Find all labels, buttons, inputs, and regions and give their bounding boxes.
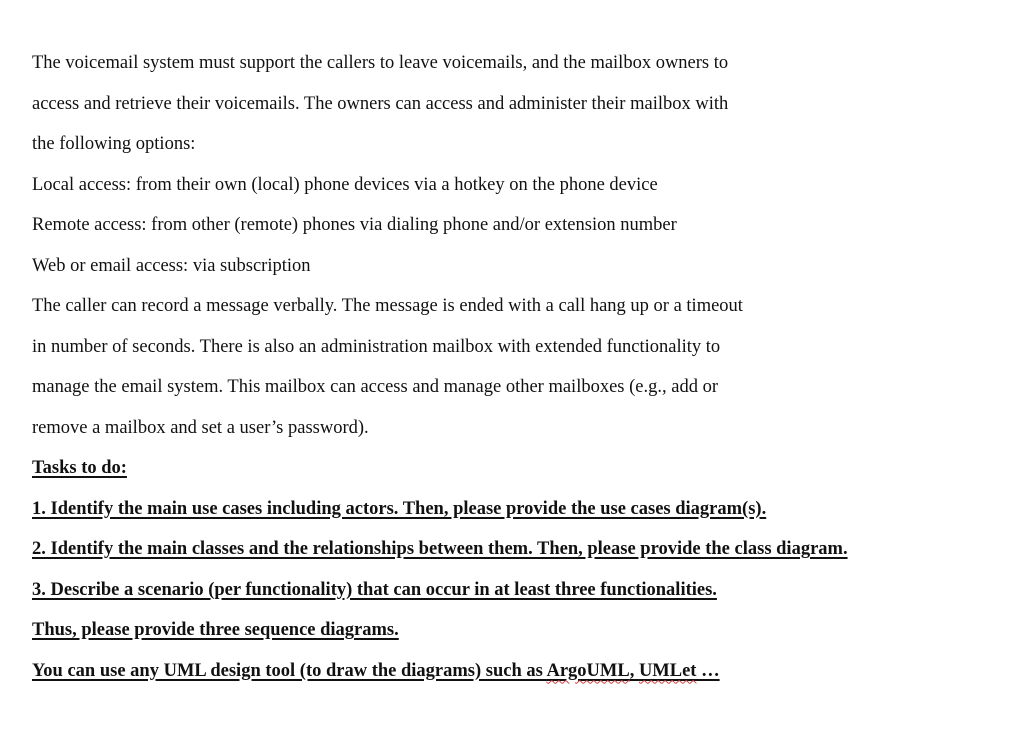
tool-separator: , (629, 660, 639, 681)
task-3: 3. Describe a scenario (per functionality) that can occur in at least three functionalities. (32, 579, 717, 600)
task-1: 1. Identify the main use cases including actors. Then, please provide the use cases diagram(s). (32, 498, 767, 519)
tasks-heading: Tasks to do: (32, 458, 127, 478)
task-3-continuation: Thus, please provide three sequence diagrams. (32, 620, 399, 640)
web-email-access-line: Web or email access: via subscription (32, 255, 311, 276)
task-2: 2. Identify the main classes and the relationships between them. Then, please provide the class diagram. (32, 539, 848, 559)
uml-tools-prefix: You can use any UML design tool (to draw the diagrams) such as (32, 660, 547, 681)
paragraph-line-10: remove a mailbox and set a user’s password). (32, 417, 369, 438)
remote-access-line: Remote access: from other (remote) phones via dialing phone and/or extension number (32, 215, 677, 235)
paragraph-line-3: the following options: (32, 134, 196, 154)
paragraph-line-9: manage the email system. This mailbox can access and manage other mailboxes (e.g., add or (32, 377, 718, 397)
uml-tools-line (32, 651, 1012, 692)
paragraph-line-1: The voicemail system must support the callers to leave voicemails, and the mailbox owners to (32, 53, 729, 73)
tool-umlet: UMLet (638, 660, 697, 681)
uml-tools-suffix: … (696, 660, 720, 681)
local-access-line: Local access: from their own (local) phone devices via a hotkey on the phone device (32, 174, 658, 195)
paragraph-line-2: access and retrieve their voicemails. The owners can access and administer their mailbox with (32, 93, 729, 114)
paragraph-line-7: The caller can record a message verbally. The message is ended with a call hang up or a timeout (32, 296, 743, 316)
tool-argouml: ArgoUML (546, 660, 630, 681)
document-body (32, 43, 1012, 691)
paragraph-line-8: in number of seconds. There is also an administration mailbox with extended functionality to (32, 336, 721, 357)
